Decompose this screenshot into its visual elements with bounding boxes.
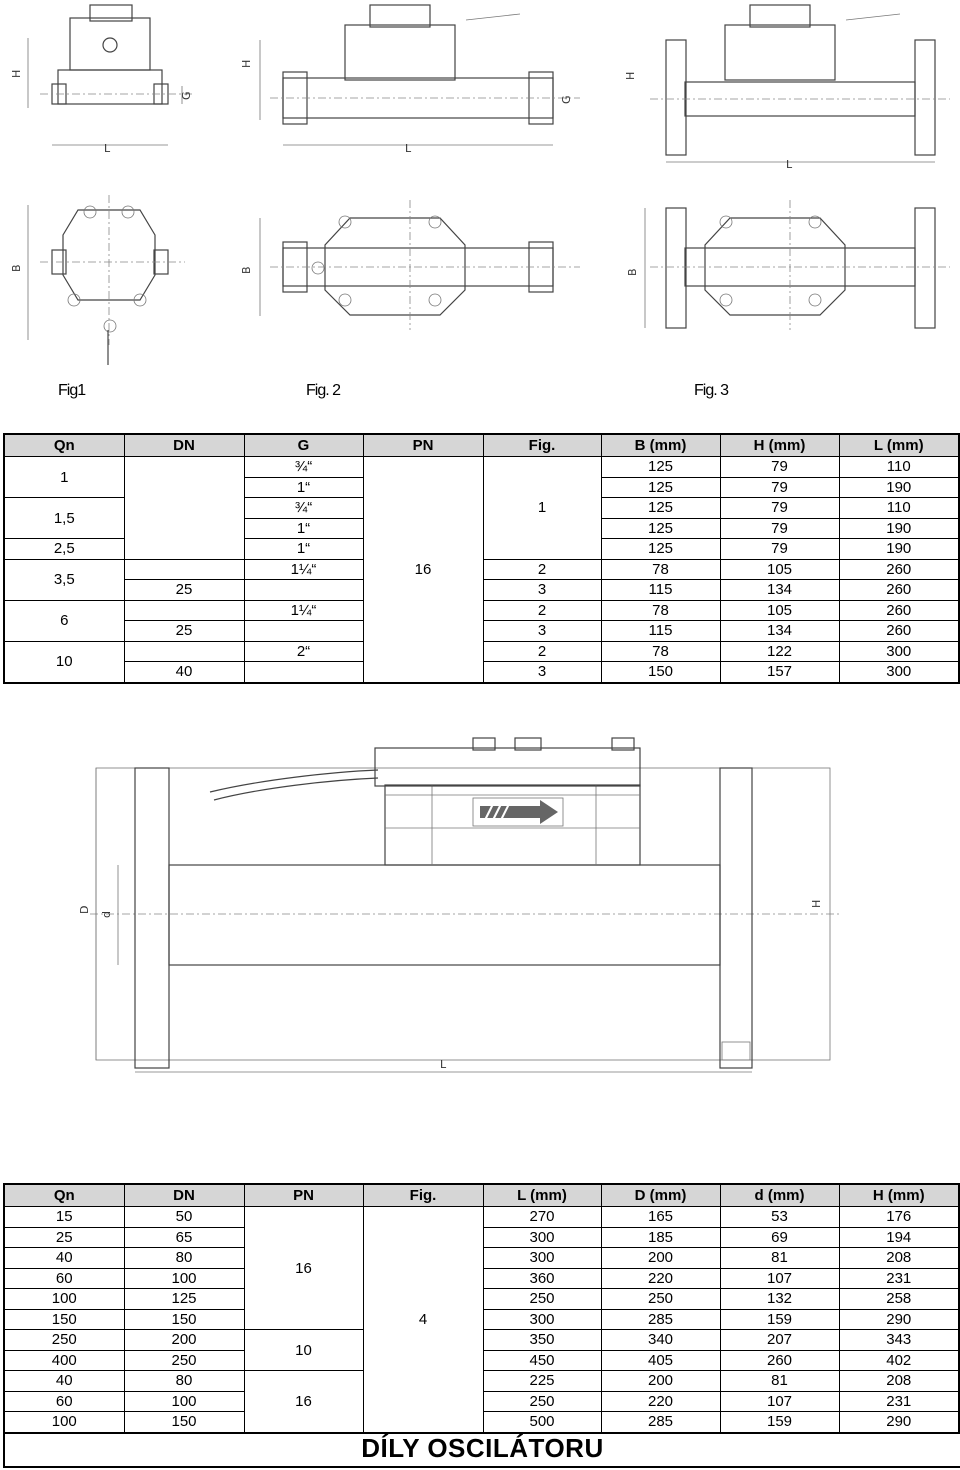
cell-b: 125 [601,518,720,539]
fig1-top-view [28,195,185,365]
section-footer [3,1430,960,1468]
cell-h: 290 [839,1309,959,1330]
left-flange [135,768,169,1068]
fig3-label: Fig. 3 [694,382,729,399]
dim-D: D [78,905,91,914]
cell-b: 115 [601,621,720,642]
cell-dn: 50 [124,1207,244,1228]
cell-b: 78 [601,559,720,580]
fig3-dim-b: B [626,268,639,276]
cell-d: 159 [720,1309,839,1330]
cell-l: 190 [839,477,959,498]
cell-h: 79 [720,539,839,560]
cell-dn: 80 [124,1248,244,1269]
cell-qn: 400 [4,1350,124,1371]
cell-D: 185 [601,1227,720,1248]
cell-g: 2“ [244,641,363,662]
cell-qn: 1 [4,457,124,498]
cell-dn-empty [124,457,244,560]
cell-h: 134 [720,621,839,642]
fig1-dim-h: H [10,69,23,78]
cell-dn: 250 [124,1350,244,1371]
cell-dn: 100 [124,1391,244,1412]
fig3-dim-l: L [786,158,793,171]
cell-l: 190 [839,539,959,560]
cell-l: 110 [839,498,959,519]
table-row [4,457,959,478]
cable [210,770,378,792]
cell-pn: 16 [244,1371,363,1433]
column-header: D (mm) [601,1184,720,1207]
column-header: Qn [4,1184,124,1207]
fig2-label: Fig. 2 [306,382,341,399]
cell-qn: 2,5 [4,539,124,560]
right-flange [720,768,752,1068]
fig2-top-view [260,200,580,330]
cell-g: 1“ [244,477,363,498]
cell-l: 260 [839,600,959,621]
cell-b: 78 [601,600,720,621]
cell-D: 200 [601,1248,720,1269]
table-row [4,1207,959,1228]
cell-h: 79 [720,477,839,498]
column-header: B (mm) [601,434,720,457]
cell-dn: 150 [124,1412,244,1433]
table-header-row [4,434,959,457]
cell-l: 300 [483,1227,601,1248]
cell-l: 110 [839,457,959,478]
cell-l: 250 [483,1289,601,1310]
cell-D: 285 [601,1309,720,1330]
cell-d: 69 [720,1227,839,1248]
cell-l: 500 [483,1412,601,1433]
fig2-dim-b: B [240,266,253,274]
cell-b: 150 [601,662,720,683]
cell-dn: 125 [124,1289,244,1310]
column-header: DN [124,434,244,457]
cell-l: 270 [483,1207,601,1228]
cell-g: 1¼“ [244,559,363,580]
table-header-row [4,1184,959,1207]
cell-d: 159 [720,1412,839,1433]
cell-h: 231 [839,1391,959,1412]
column-header: G [244,434,363,457]
column-header: DN [124,1184,244,1207]
cell-pn: 16 [363,457,483,683]
dim-H: H [810,899,823,908]
cell-g: 1“ [244,518,363,539]
cell-h: 105 [720,600,839,621]
cell-h: 122 [720,641,839,662]
cell-D: 200 [601,1371,720,1392]
cell-dn: 40 [124,662,244,683]
cell-l: 350 [483,1330,601,1351]
cell-qn: 100 [4,1289,124,1310]
fig1-dim-b: B [10,264,23,272]
cell-g: ¾“ [244,457,363,478]
cell-b: 78 [601,641,720,662]
spec-table-threaded [3,433,960,684]
cell-dn: 200 [124,1330,244,1351]
cell-l: 250 [483,1391,601,1412]
fig2-side-view [260,5,580,145]
fig1-dim-l: L [104,142,111,155]
cell-g: ¾“ [244,498,363,519]
cell-g: 1¼“ [244,600,363,621]
cell-dn-empty [124,600,244,621]
cell-g-empty [244,662,363,683]
cell-l: 225 [483,1371,601,1392]
cell-g: 1“ [244,539,363,560]
cell-h: 208 [839,1371,959,1392]
cell-dn: 80 [124,1371,244,1392]
dim-d: d [100,911,113,918]
cell-D: 220 [601,1391,720,1412]
cell-qn: 40 [4,1248,124,1269]
column-header: PN [244,1184,363,1207]
cell-h: 343 [839,1330,959,1351]
cell-D: 340 [601,1330,720,1351]
cell-qn: 10 [4,641,124,683]
column-header: d (mm) [720,1184,839,1207]
section-title: DÍLY OSCILÁTORU [361,1433,604,1463]
cell-d: 81 [720,1371,839,1392]
cell-dn: 150 [124,1309,244,1330]
cell-b: 115 [601,580,720,601]
cell-qn: 25 [4,1227,124,1248]
cell-dn: 25 [124,621,244,642]
fig3-side-view [650,5,950,162]
cell-l: 300 [483,1248,601,1269]
cell-D: 285 [601,1412,720,1433]
cell-d: 132 [720,1289,839,1310]
cell-dn-empty [124,559,244,580]
spec-table-flanged [3,1183,960,1434]
drawing-flanged-meter [0,730,960,1180]
cell-qn: 60 [4,1268,124,1289]
cell-h: 208 [839,1248,959,1269]
column-header: PN [363,434,483,457]
cell-h: 290 [839,1412,959,1433]
cell-l: 360 [483,1268,601,1289]
column-header: L (mm) [483,1184,601,1207]
cell-fig: 3 [483,621,601,642]
column-header: H (mm) [839,1184,959,1207]
cell-d: 260 [720,1350,839,1371]
fig1-label: Fig1 [58,382,86,399]
electronics-box [375,748,640,786]
cell-d: 53 [720,1207,839,1228]
cell-h: 258 [839,1289,959,1310]
cell-g-empty [244,621,363,642]
cell-h: 402 [839,1350,959,1371]
cell-b: 125 [601,498,720,519]
cell-b: 125 [601,457,720,478]
cell-D: 250 [601,1289,720,1310]
cell-D: 405 [601,1350,720,1371]
cell-fig: 4 [363,1207,483,1433]
cell-dn: 65 [124,1227,244,1248]
cell-qn: 40 [4,1371,124,1392]
cell-fig: 2 [483,600,601,621]
cell-fig: 2 [483,641,601,662]
cell-h: 105 [720,559,839,580]
cell-h: 194 [839,1227,959,1248]
fig3-top-view [645,200,950,330]
cell-h: 176 [839,1207,959,1228]
cell-dn-empty [124,641,244,662]
cell-d: 107 [720,1391,839,1412]
cell-qn: 100 [4,1412,124,1433]
cell-h: 79 [720,457,839,478]
cell-fig: 1 [483,457,601,560]
cell-pn: 10 [244,1330,363,1371]
cell-b: 125 [601,539,720,560]
cell-h: 79 [720,498,839,519]
cell-qn: 6 [4,600,124,641]
cell-g-empty [244,580,363,601]
cell-D: 220 [601,1268,720,1289]
cell-fig: 3 [483,662,601,683]
dim-L: L [440,1058,447,1071]
cell-fig: 2 [483,559,601,580]
fig2-dim-l: L [405,142,412,155]
drawings-fig1-3 [0,0,960,430]
cell-h: 134 [720,580,839,601]
column-header: Qn [4,434,124,457]
column-header: H (mm) [720,434,839,457]
cell-qn: 150 [4,1309,124,1330]
cell-h: 157 [720,662,839,683]
cell-dn: 25 [124,580,244,601]
cell-pn: 16 [244,1207,363,1330]
pipe-body [169,865,720,965]
fig2-dim-g: G [560,95,573,104]
cell-D: 165 [601,1207,720,1228]
cell-h: 79 [720,518,839,539]
cell-qn: 250 [4,1330,124,1351]
oscillator-housing [385,785,640,865]
cell-d: 207 [720,1330,839,1351]
cell-l: 300 [839,662,959,683]
cell-l: 260 [839,580,959,601]
cell-qn: 60 [4,1391,124,1412]
cell-l: 450 [483,1350,601,1371]
cell-d: 81 [720,1248,839,1269]
cell-dn: 100 [124,1268,244,1289]
cell-qn: 3,5 [4,559,124,600]
cell-l: 300 [839,641,959,662]
cell-h: 231 [839,1268,959,1289]
cell-fig: 3 [483,580,601,601]
fig1-dim-g: G [180,91,193,100]
cell-l: 300 [483,1309,601,1330]
cell-qn: 15 [4,1207,124,1228]
cell-l: 190 [839,518,959,539]
column-header: L (mm) [839,434,959,457]
cell-l: 260 [839,621,959,642]
cell-d: 107 [720,1268,839,1289]
cell-l: 260 [839,559,959,580]
column-header: Fig. [363,1184,483,1207]
cell-b: 125 [601,477,720,498]
fig3-dim-h: H [624,71,637,80]
fig1-side-view [28,5,195,145]
fig2-dim-h: H [240,59,253,68]
column-header: Fig. [483,434,601,457]
cell-qn: 1,5 [4,498,124,539]
